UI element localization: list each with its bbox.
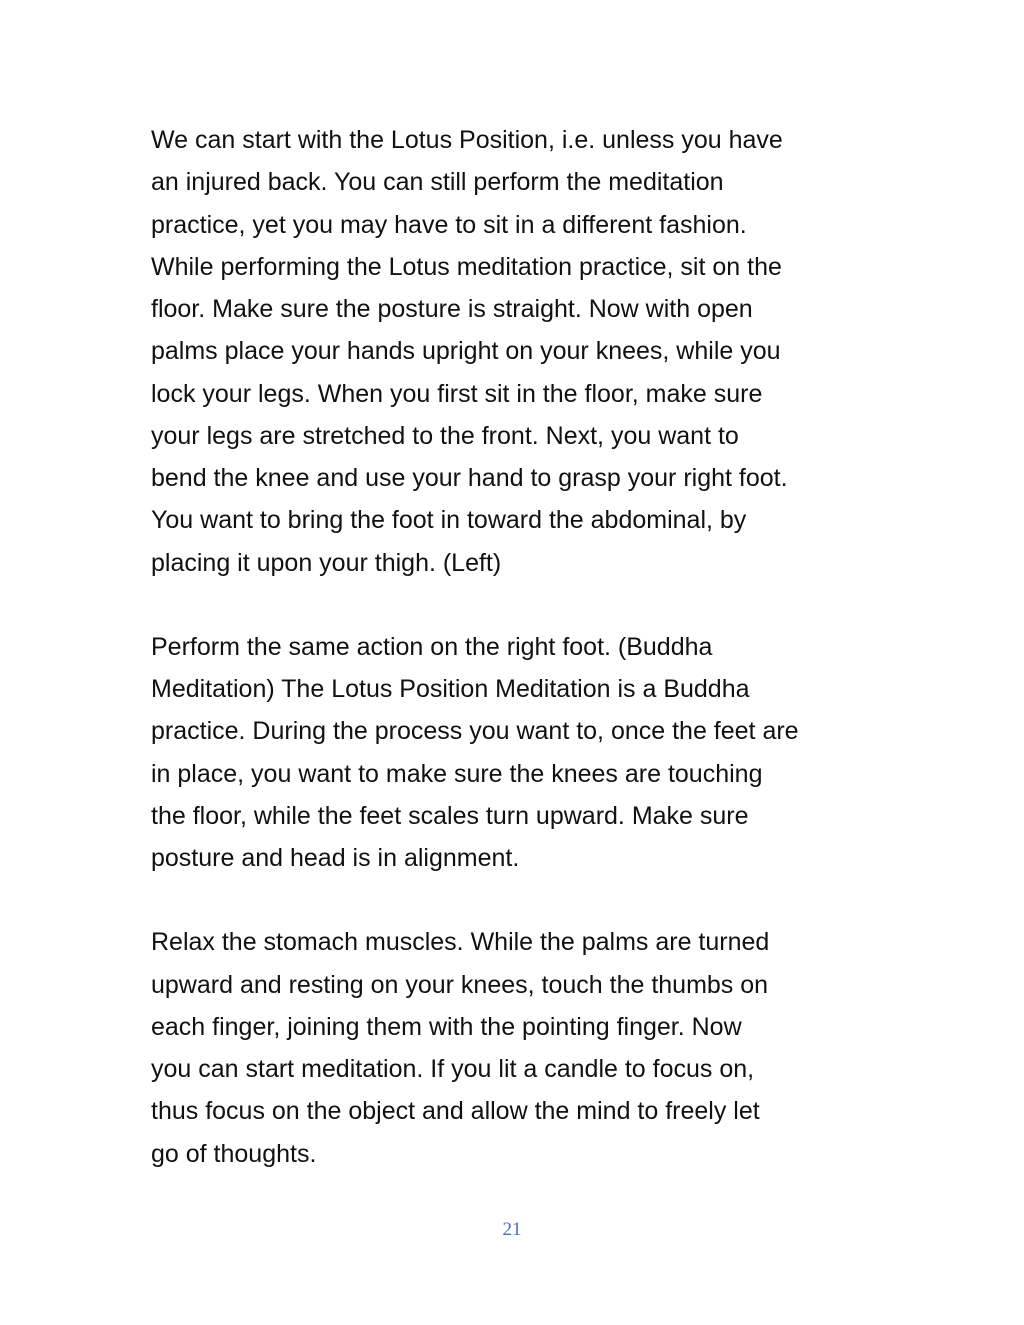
text-line: While performing the Lotus meditation practice, sit on the [151, 252, 782, 281]
text-line: go of thoughts. [151, 1139, 317, 1168]
text-line: Relax the stomach muscles. While the palms are turned [151, 928, 770, 957]
text-line: practice, yet you may have to sit in a different fashion. [151, 210, 747, 239]
text-line: in place, you want to make sure the knees are touching [151, 759, 763, 788]
text-line: the floor, while the feet scales turn upward. Make sure [151, 801, 749, 830]
text-line: palms place your hands upright on your knees, while you [151, 337, 781, 366]
text-line: posture and head is in alignment. [151, 844, 520, 872]
text-line: your legs are stretched to the front. Next, you want to [151, 421, 739, 450]
text-line: floor. Make sure the posture is straight. Now with open [151, 295, 753, 323]
text-line: bend the knee and use your hand to grasp your right foot. [151, 464, 788, 492]
text-line: each finger, joining them with the pointing finger. Now [151, 1012, 742, 1041]
body-text [151, 119, 891, 1217]
text-line: You want to bring the foot in toward the abdominal, by [151, 506, 747, 535]
text-line: you can start meditation. If you lit a candle to focus on, [151, 1055, 755, 1083]
text-line: an injured back. You can still perform the meditation [151, 168, 724, 197]
text-line: thus focus on the object and allow the mind to freely let [151, 1097, 760, 1126]
paragraph-buddha-meditation [151, 626, 891, 880]
text-line: We can start with the Lotus Position, i.e. unless you have [151, 126, 783, 154]
text-line: Meditation) The Lotus Position Meditation is a Buddha [151, 675, 750, 703]
text-line: lock your legs. When you first sit in the floor, make sure [151, 379, 763, 408]
text-line: Perform the same action on the right foot. (Buddha [151, 632, 713, 661]
paragraph-lotus-position [151, 119, 891, 584]
text-line: practice. During the process you want to, once the feet are [151, 717, 799, 746]
text-line: upward and resting on your knees, touch the thumbs on [151, 970, 769, 999]
page-number: 21 [502, 1219, 522, 1240]
text-line: placing it upon your thigh. (Left) [151, 548, 502, 577]
paragraph-relax-muscles [151, 921, 891, 1175]
